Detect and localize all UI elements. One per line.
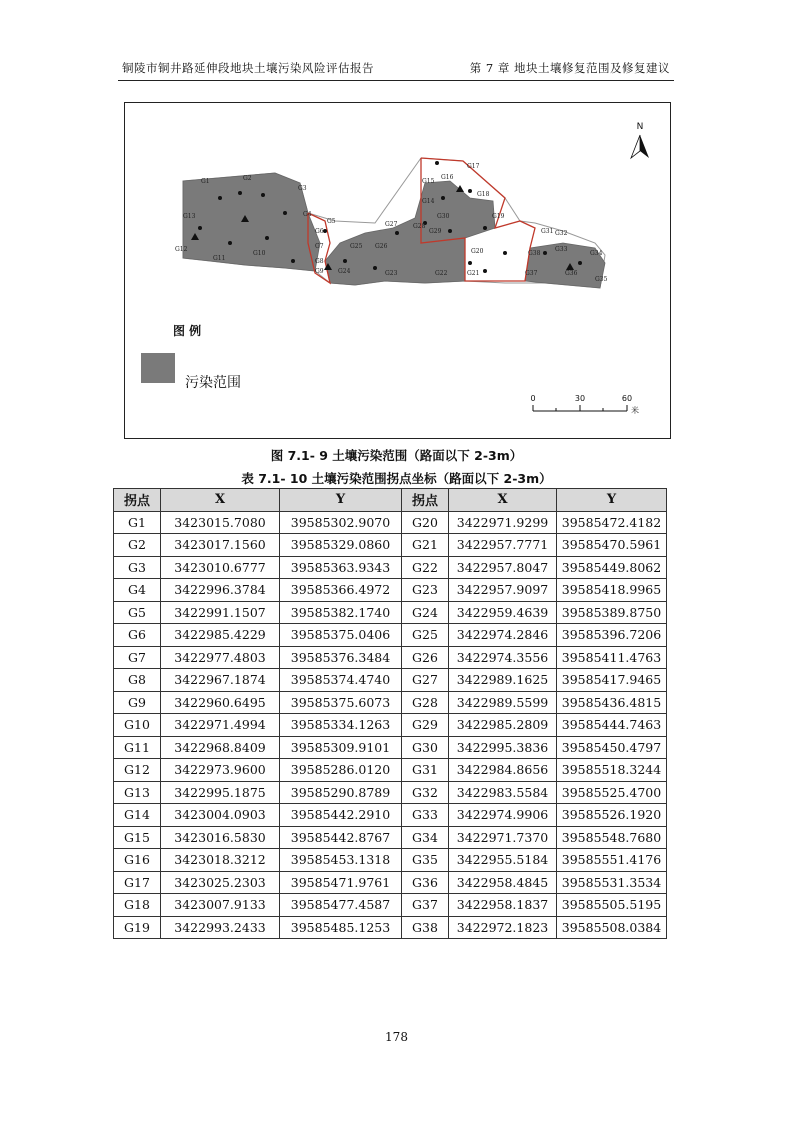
- table-row: [114, 646, 667, 669]
- table-cell: G14: [114, 804, 161, 827]
- table-cell: 3422995.1875: [161, 781, 280, 804]
- point-label: G12: [175, 246, 188, 253]
- table-row: [114, 669, 667, 692]
- table-cell: G1: [114, 511, 161, 534]
- table-cell: G23: [402, 579, 449, 602]
- sample-point: [218, 196, 222, 200]
- point-label: G18: [477, 191, 490, 198]
- point-label: G27: [385, 221, 398, 228]
- table-cell: 39585472.4182: [557, 511, 667, 534]
- table-cell: 3422977.4803: [161, 646, 280, 669]
- table-cell: 39585508.0384: [557, 916, 667, 939]
- map-svg: [125, 103, 670, 438]
- point-label: G20: [471, 248, 484, 255]
- table-cell: G8: [114, 669, 161, 692]
- table-cell: 39585290.8789: [280, 781, 402, 804]
- table-cell: G9: [114, 691, 161, 714]
- table-cell: 3423017.1560: [161, 534, 280, 557]
- table-cell: 39585363.9343: [280, 556, 402, 579]
- sample-point: [435, 161, 439, 165]
- sample-point: [265, 236, 269, 240]
- table-cell: G35: [402, 849, 449, 872]
- legend-swatch: [141, 353, 175, 383]
- table-cell: G34: [402, 826, 449, 849]
- table-row: [114, 511, 667, 534]
- point-label: G9: [315, 268, 324, 275]
- table-row: [114, 916, 667, 939]
- table-cell: G12: [114, 759, 161, 782]
- table-cell: 39585548.7680: [557, 826, 667, 849]
- table-cell: G24: [402, 601, 449, 624]
- sample-point: [395, 231, 399, 235]
- table-cell: 3423015.7080: [161, 511, 280, 534]
- table-row: [114, 601, 667, 624]
- table-cell: 39585471.9761: [280, 871, 402, 894]
- table-row: [114, 736, 667, 759]
- sample-point: [468, 261, 472, 265]
- table-row: [114, 624, 667, 647]
- table-cell: G16: [114, 849, 161, 872]
- sample-point: [343, 259, 347, 263]
- table-cell: 39585526.1920: [557, 804, 667, 827]
- table-body: [114, 511, 667, 939]
- sample-point: [448, 229, 452, 233]
- point-label: G7: [315, 243, 324, 250]
- table-row: [114, 826, 667, 849]
- table-cell: 3423016.5830: [161, 826, 280, 849]
- legend-title: 图 例: [173, 324, 202, 338]
- table-cell: 39585551.4176: [557, 849, 667, 872]
- point-label: G14: [422, 198, 435, 205]
- point-label: G30: [437, 213, 450, 220]
- table-cell: 3422991.1507: [161, 601, 280, 624]
- table-cell: 39585418.9965: [557, 579, 667, 602]
- table-row: [114, 781, 667, 804]
- header-point: 拐点: [402, 489, 449, 512]
- table-cell: G11: [114, 736, 161, 759]
- table-cell: 3423025.2303: [161, 871, 280, 894]
- point-label: G31: [541, 228, 554, 235]
- table-cell: G7: [114, 646, 161, 669]
- table-cell: G29: [402, 714, 449, 737]
- point-label: G23: [385, 270, 398, 277]
- table-cell: G18: [114, 894, 161, 917]
- scale-label-60: 60: [621, 394, 633, 403]
- sample-point: [483, 269, 487, 273]
- scale-bar: [530, 394, 639, 415]
- table-cell: G13: [114, 781, 161, 804]
- table-cell: G30: [402, 736, 449, 759]
- table-cell: 39585309.9101: [280, 736, 402, 759]
- table-cell: 39585334.1263: [280, 714, 402, 737]
- sample-point: [468, 189, 472, 193]
- table-cell: G25: [402, 624, 449, 647]
- sample-point: [578, 261, 582, 265]
- table-row: [114, 556, 667, 579]
- table-cell: 39585329.0860: [280, 534, 402, 557]
- table-cell: 39585376.3484: [280, 646, 402, 669]
- table-cell: G2: [114, 534, 161, 557]
- table-cell: 3422985.2809: [449, 714, 557, 737]
- table-cell: 3422996.3784: [161, 579, 280, 602]
- table-row: [114, 579, 667, 602]
- point-label: G15: [422, 178, 435, 185]
- sample-point: [283, 211, 287, 215]
- table-row: [114, 804, 667, 827]
- table-cell: G22: [402, 556, 449, 579]
- header-y: Y: [557, 489, 667, 512]
- point-label: G10: [253, 250, 266, 257]
- table-cell: G20: [402, 511, 449, 534]
- sample-point: [238, 191, 242, 195]
- point-label: G16: [441, 174, 454, 181]
- table-cell: 3422983.5584: [449, 781, 557, 804]
- table-cell: 39585286.0120: [280, 759, 402, 782]
- point-label: G2: [243, 175, 252, 182]
- table-cell: 39585444.7463: [557, 714, 667, 737]
- sample-point: [291, 259, 295, 263]
- table-cell: 3422974.9906: [449, 804, 557, 827]
- table-caption: 表 7.1- 10 土壤污染范围拐点坐标（路面以下 2-3m）: [241, 471, 552, 486]
- point-label: G32: [555, 230, 568, 237]
- table-cell: 3422989.1625: [449, 669, 557, 692]
- table-cell: 39585417.9465: [557, 669, 667, 692]
- table-cell: 3422974.3556: [449, 646, 557, 669]
- point-label: G6: [315, 228, 324, 235]
- table-cell: 39585442.2910: [280, 804, 402, 827]
- table-cell: 39585505.5195: [557, 894, 667, 917]
- table-cell: 39585531.3534: [557, 871, 667, 894]
- sample-point: [373, 266, 377, 270]
- point-label: G11: [213, 255, 226, 262]
- table-cell: G4: [114, 579, 161, 602]
- point-label: G17: [467, 163, 480, 170]
- table-cell: 39585374.4740: [280, 669, 402, 692]
- point-label: G22: [435, 270, 448, 277]
- table-row: [114, 534, 667, 557]
- point-label: G5: [327, 218, 336, 225]
- point-label: G34: [590, 250, 603, 257]
- table-cell: 39585366.4972: [280, 579, 402, 602]
- table-cell: G3: [114, 556, 161, 579]
- point-label: G25: [350, 243, 363, 250]
- table-cell: 3422967.1874: [161, 669, 280, 692]
- table-cell: G36: [402, 871, 449, 894]
- header-y: Y: [280, 489, 402, 512]
- header-chapter-title: 第 7 章 地块土壤修复范围及修复建议: [469, 61, 670, 75]
- table-cell: 3422957.8047: [449, 556, 557, 579]
- table-cell: G10: [114, 714, 161, 737]
- coordinates-table: [113, 488, 667, 939]
- north-label: N: [636, 122, 644, 132]
- table-cell: 3422958.4845: [449, 871, 557, 894]
- table-cell: G26: [402, 646, 449, 669]
- table-cell: 39585470.5961: [557, 534, 667, 557]
- point-label: G21: [467, 270, 480, 277]
- sample-point: [503, 251, 507, 255]
- table-cell: G21: [402, 534, 449, 557]
- point-label: G24: [338, 268, 351, 275]
- table-cell: 39585375.0406: [280, 624, 402, 647]
- table-cell: G32: [402, 781, 449, 804]
- sample-point: [483, 226, 487, 230]
- table-cell: G28: [402, 691, 449, 714]
- point-label: G29: [429, 228, 442, 235]
- sample-point: [441, 196, 445, 200]
- scale-label-30: 30: [574, 394, 586, 403]
- table-cell: G27: [402, 669, 449, 692]
- point-label: G19: [492, 213, 505, 220]
- point-label: G3: [298, 185, 307, 192]
- table-cell: 39585382.1740: [280, 601, 402, 624]
- table-cell: G37: [402, 894, 449, 917]
- table-cell: 3422974.2846: [449, 624, 557, 647]
- table-cell: 3422973.9600: [161, 759, 280, 782]
- legend-item-label: 污染范围: [185, 375, 241, 391]
- point-label: G36: [565, 270, 578, 277]
- table-cell: 3422971.9299: [449, 511, 557, 534]
- header-report-title: 铜陵市铜井路延伸段地块土壤污染风险评估报告: [122, 61, 374, 75]
- scale-unit: 米: [631, 406, 639, 415]
- table-cell: G17: [114, 871, 161, 894]
- table-cell: 3422957.7771: [449, 534, 557, 557]
- scale-label-0: 0: [530, 394, 536, 403]
- point-label: G28: [413, 223, 426, 230]
- table-cell: 3422995.3836: [449, 736, 557, 759]
- table-cell: G6: [114, 624, 161, 647]
- page-header: [118, 58, 674, 81]
- table-cell: 3422971.7370: [449, 826, 557, 849]
- sample-point: [543, 251, 547, 255]
- table-cell: 39585450.4797: [557, 736, 667, 759]
- table-row: [114, 759, 667, 782]
- sample-point: [228, 241, 232, 245]
- table-cell: 3422958.1837: [449, 894, 557, 917]
- table-cell: 3422972.1823: [449, 916, 557, 939]
- table-cell: 39585449.8062: [557, 556, 667, 579]
- page-number: 178: [385, 1030, 408, 1044]
- table-cell: G19: [114, 916, 161, 939]
- table-cell: 3423010.6777: [161, 556, 280, 579]
- table-cell: 39585396.7206: [557, 624, 667, 647]
- table-row: [114, 714, 667, 737]
- point-label: G1: [201, 178, 210, 185]
- table-cell: 39585375.6073: [280, 691, 402, 714]
- table-cell: 3423007.9133: [161, 894, 280, 917]
- table-row: [114, 691, 667, 714]
- table-cell: G31: [402, 759, 449, 782]
- table-cell: G33: [402, 804, 449, 827]
- table-cell: 39585485.1253: [280, 916, 402, 939]
- table-cell: 39585525.4700: [557, 781, 667, 804]
- table-cell: 3422968.8409: [161, 736, 280, 759]
- header-x: X: [161, 489, 280, 512]
- header-point: 拐点: [114, 489, 161, 512]
- table-row: [114, 849, 667, 872]
- table-cell: G38: [402, 916, 449, 939]
- point-label: G4: [303, 211, 312, 218]
- point-label: G13: [183, 213, 196, 220]
- point-label: G37: [525, 270, 538, 277]
- point-label: G26: [375, 243, 388, 250]
- table-cell: 3422955.5184: [449, 849, 557, 872]
- point-label: G8: [315, 258, 324, 265]
- point-label: G35: [595, 276, 608, 283]
- sample-point: [261, 193, 265, 197]
- table-cell: 3422957.9097: [449, 579, 557, 602]
- table-cell: 3423004.0903: [161, 804, 280, 827]
- table-cell: 3423018.3212: [161, 849, 280, 872]
- table-cell: G5: [114, 601, 161, 624]
- table-cell: 39585389.8750: [557, 601, 667, 624]
- table-cell: 39585436.4815: [557, 691, 667, 714]
- table-row: [114, 894, 667, 917]
- header-x: X: [449, 489, 557, 512]
- table-cell: 3422989.5599: [449, 691, 557, 714]
- table-cell: 3422984.8656: [449, 759, 557, 782]
- table-cell: 39585477.4587: [280, 894, 402, 917]
- table-header-row: [114, 489, 667, 512]
- table-cell: 39585442.8767: [280, 826, 402, 849]
- table-cell: 3422985.4229: [161, 624, 280, 647]
- table-cell: 3422959.4639: [449, 601, 557, 624]
- point-label: G33: [555, 246, 568, 253]
- table-cell: 39585302.9070: [280, 511, 402, 534]
- table-cell: 3422960.6495: [161, 691, 280, 714]
- figure-caption: 图 7.1- 9 土壤污染范围（路面以下 2-3m）: [270, 448, 523, 463]
- pollution-map: [124, 102, 671, 439]
- sample-point: [198, 226, 202, 230]
- north-arrow-icon: [631, 122, 649, 158]
- table-cell: G15: [114, 826, 161, 849]
- table-cell: 39585411.4763: [557, 646, 667, 669]
- table-row: [114, 871, 667, 894]
- table-cell: 3422971.4994: [161, 714, 280, 737]
- point-label: G38: [528, 250, 541, 257]
- table-cell: 39585453.1318: [280, 849, 402, 872]
- table-cell: 39585518.3244: [557, 759, 667, 782]
- table-cell: 3422993.2433: [161, 916, 280, 939]
